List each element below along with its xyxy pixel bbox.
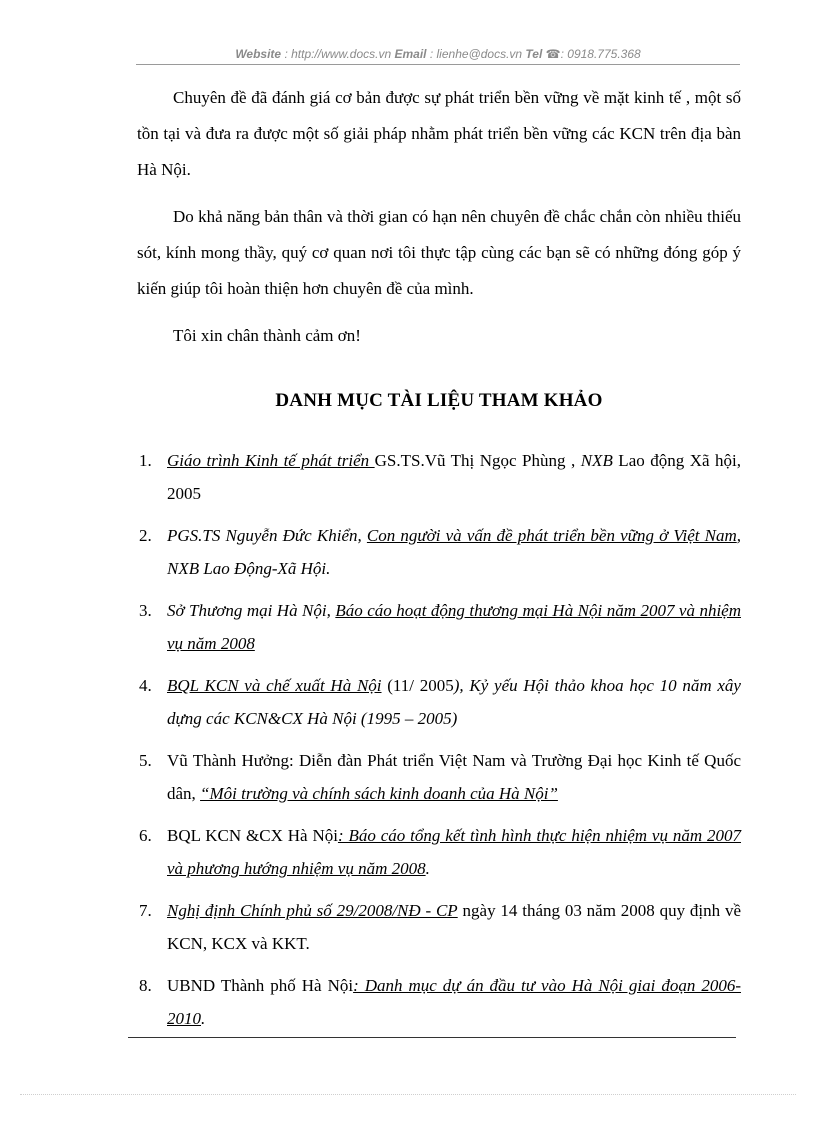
reference-text: BQL KCN &CX Hà Nội <box>167 826 338 845</box>
reference-number: 7. <box>139 901 152 920</box>
references-title: DANH MỤC TÀI LIỆU THAM KHẢO <box>275 390 603 411</box>
reference-text: Con người và vấn đề phát triển bền vững ở Việt Nam <box>366 526 737 545</box>
reference-number: 3. <box>139 601 152 620</box>
reference-text: ngày 14 tháng 03 năm 2008 quy định về KCN, KCX và KKT. <box>167 901 741 953</box>
reference-text: PGS.TS Nguyễn Đức Khiển, <box>167 526 367 545</box>
reference-item <box>137 444 741 510</box>
paragraph-conclusion: Chuyên đề đã đánh giá cơ bản được sự phát triển bền vững về mặt kinh tế , một số tồn tại và đưa ra được một số giải pháp nhằm phát triển bền vững các KCN trên địa bàn Hà Nội. <box>137 88 741 179</box>
reference-item <box>137 519 741 585</box>
reference-text: “Môi trường và chính sách kinh doanh của Hà Nội” <box>200 784 558 803</box>
reference-item <box>137 669 741 735</box>
reference-text: (11/ 2005 <box>381 676 454 695</box>
reference-number: 2. <box>139 526 152 545</box>
reference-number: 8. <box>139 976 152 995</box>
document-body <box>137 80 741 1044</box>
email-label: Email <box>394 47 427 61</box>
website-label: Website <box>235 47 282 61</box>
reference-number: 6. <box>139 826 152 845</box>
tel-label: Tel ☎ <box>525 47 561 61</box>
page-bottom-border <box>20 1094 796 1095</box>
reference-text: Nghị định Chính phủ số 29/2008/NĐ - CP <box>167 901 458 920</box>
reference-item <box>137 594 741 660</box>
page-header <box>136 47 740 65</box>
email-value: : lienhe@docs.vn <box>426 47 526 61</box>
reference-text: Lao động Xã hội, 2005 <box>167 451 741 503</box>
footer-divider <box>128 1037 736 1038</box>
reference-text: : Báo cáo tổng kết tình hình thực hiện nhiệm vụ năm 2007 và phương hướng nhiệm vụ năm 2008 <box>167 826 741 878</box>
paragraph-limitations: Do khả năng bản thân và thời gian có hạn nên chuyên đề chắc chắn còn nhiều thiếu sót, kính mong thầy, quý cơ quan nơi tôi thực tập cùng các bạn sẽ có những đóng góp ý kiến giúp tôi hoàn thiện hơn chuyên đề của mình. <box>137 207 741 298</box>
reference-text: Sở Thương mại Hà Nội, <box>167 601 336 620</box>
reference-text: Vũ Thành Hưởng: Diễn đàn Phát triển Việt Nam và Trường Đại học Kinh tế Quốc dân, <box>167 751 741 803</box>
reference-text: Giáo trình Kinh tế phát triển <box>167 451 375 470</box>
reference-item <box>137 894 741 960</box>
reference-text: Báo cáo hoạt động thương mại Hà Nội năm 2007 và nhiệm vụ năm 2008 <box>167 601 741 653</box>
reference-number: 5. <box>139 751 152 770</box>
reference-item <box>137 969 741 1035</box>
reference-number: 4. <box>139 676 152 695</box>
reference-text: . <box>425 859 430 878</box>
reference-text: GS.TS.Vũ Thị Ngọc Phùng , <box>374 451 581 470</box>
reference-text: . <box>201 1009 206 1028</box>
references-list <box>137 444 741 1035</box>
reference-item <box>137 744 741 810</box>
reference-text: ), Kỷ yếu Hội thảo khoa học 10 năm xây dựng các KCN&CX Hà Nội (1995 – 2005) <box>167 676 741 728</box>
reference-text: BQL KCN và chế xuất Hà Nội <box>167 676 382 695</box>
reference-text: : Danh mục dự án đầu tư vào Hà Nội giai đoạn 2006-2010 <box>167 976 741 1028</box>
reference-text: NXB <box>580 451 613 470</box>
paragraph-thanks: Tôi xin chân thành cảm ơn! <box>173 326 361 345</box>
reference-text: UBND Thành phố Hà Nội <box>167 976 354 995</box>
website-value: : http://www.docs.vn <box>281 47 395 61</box>
tel-value: : 0918.775.368 <box>560 47 641 61</box>
reference-item <box>137 819 741 885</box>
reference-text: , NXB Lao Động-Xã Hội. <box>167 526 741 578</box>
reference-number: 1. <box>139 451 152 470</box>
